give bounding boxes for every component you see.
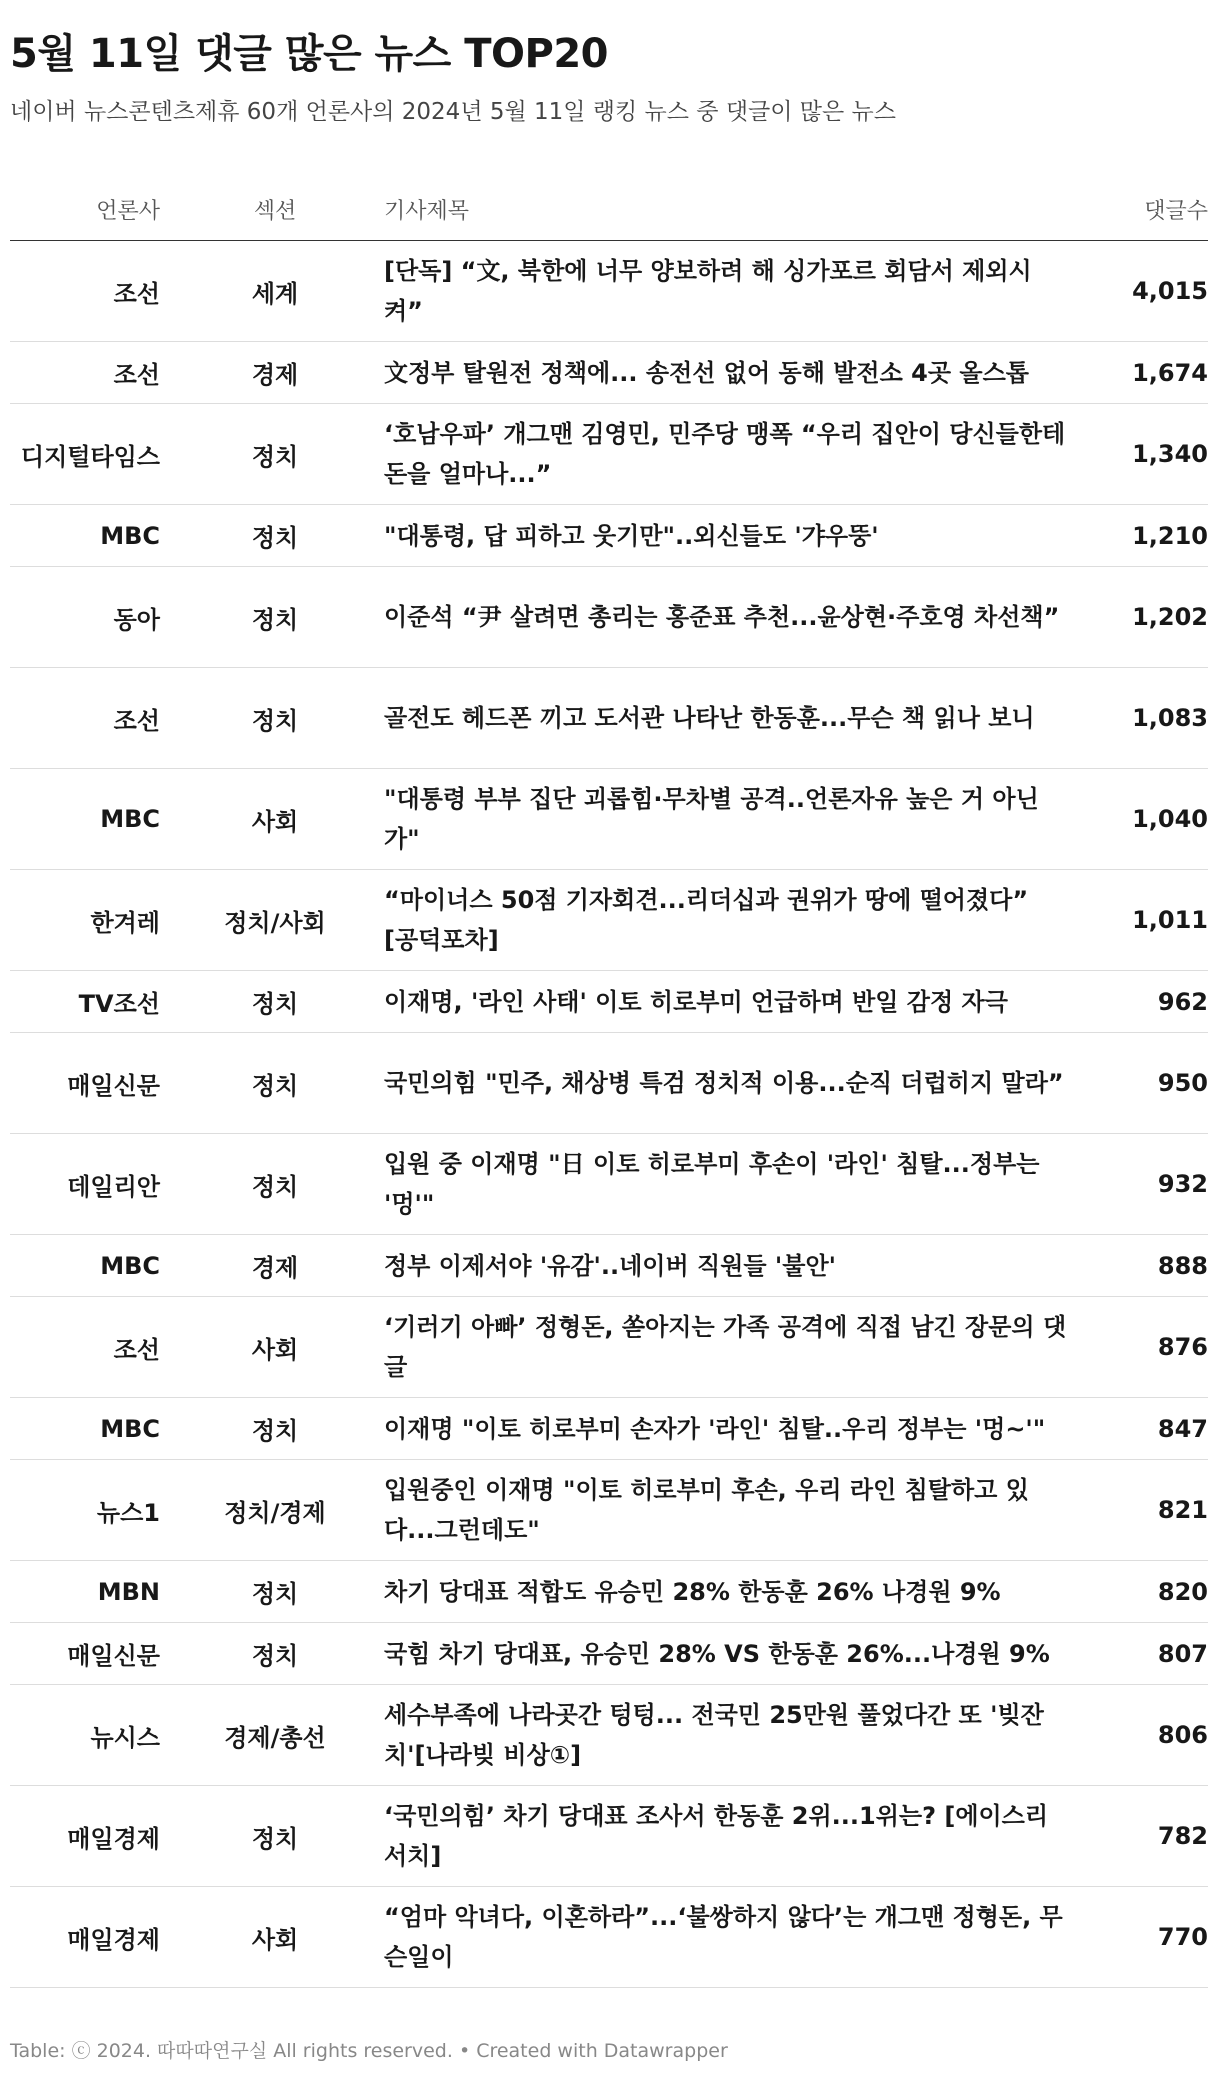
column-header-outlet: 언론사 [10,178,180,241]
cell-section: 정치 [180,1134,370,1235]
cell-outlet: 매일경제 [10,1887,180,1988]
cell-section: 정치 [180,567,370,668]
cell-headline: 文정부 탈원전 정책에... 송전선 없어 동해 발전소 4곳 올스톱 [370,342,1108,404]
cell-section: 경제 [180,1235,370,1297]
cell-comments: 932 [1108,1134,1208,1235]
cell-section: 경제 [180,342,370,404]
cell-outlet: 뉴시스 [10,1685,180,1786]
cell-comments: 782 [1108,1786,1208,1887]
cell-comments: 888 [1108,1235,1208,1297]
cell-comments: 1,340 [1108,404,1208,505]
cell-headline: 국힘 차기 당대표, 유승민 28% VS 한동훈 26%...나경원 9% [370,1623,1108,1685]
cell-headline: 정부 이제서야 '유감'..네이버 직원들 '불안' [370,1235,1108,1297]
cell-section: 정치/경제 [180,1460,370,1561]
cell-outlet: TV조선 [10,971,180,1033]
cell-section: 사회 [180,1297,370,1398]
cell-headline: 골전도 헤드폰 끼고 도서관 나타난 한동훈...무슨 책 읽나 보니 [370,668,1108,769]
cell-section: 정치 [180,404,370,505]
table-row [10,404,1208,505]
cell-headline: "대통령 부부 집단 괴롭힘·무차별 공격..언론자유 높은 거 아닌가" [370,769,1108,870]
cell-section: 세계 [180,241,370,342]
cell-comments: 1,210 [1108,505,1208,567]
cell-headline: 이준석 “尹 살려면 총리는 홍준표 추천...윤상현·주호영 차선책” [370,567,1108,668]
table-row [10,241,1208,342]
cell-comments: 1,011 [1108,870,1208,971]
footer-credit: Table: ⓒ 2024. 따따따연구실 All rights reserved. • Created with Datawrapper [10,2040,728,2062]
page-subtitle: 네이버 뉴스콘텐츠제휴 60개 언론사의 2024년 5월 11일 랭킹 뉴스 중 댓글이 많은 뉴스 [10,99,896,125]
cell-headline: ‘국민의힘’ 차기 당대표 조사서 한동훈 2위...1위는? [에이스리서치] [370,1786,1108,1887]
cell-section: 정치 [180,668,370,769]
cell-section: 정치 [180,1623,370,1685]
table-row [10,1235,1208,1297]
cell-comments: 950 [1108,1033,1208,1134]
cell-headline: 세수부족에 나라곳간 텅텅... 전국민 25만원 풀었다간 또 '빚잔치'[나라빚 비상①] [370,1685,1108,1786]
table-row [10,1033,1208,1134]
cell-comments: 807 [1108,1623,1208,1685]
table-row [10,505,1208,567]
table-row [10,971,1208,1033]
cell-section: 사회 [180,769,370,870]
cell-section: 정치 [180,1786,370,1887]
cell-headline: 차기 당대표 적합도 유승민 28% 한동훈 26% 나경원 9% [370,1561,1108,1623]
cell-comments: 821 [1108,1460,1208,1561]
table-row [10,342,1208,404]
cell-comments: 876 [1108,1297,1208,1398]
cell-outlet: MBC [10,769,180,870]
cell-headline: ‘기러기 아빠’ 정형돈, 쏟아지는 가족 공격에 직접 남긴 장문의 댓글 [370,1297,1108,1398]
table-header-row [10,178,1208,241]
cell-section: 정치 [180,1033,370,1134]
cell-section: 정치 [180,971,370,1033]
cell-section: 정치 [180,1561,370,1623]
cell-headline: "대통령, 답 피하고 웃기만"..외신들도 '갸우뚱' [370,505,1108,567]
cell-comments: 1,040 [1108,769,1208,870]
cell-outlet: 디지털타임스 [10,404,180,505]
cell-comments: 806 [1108,1685,1208,1786]
cell-headline: 이재명, '라인 사태' 이토 히로부미 언급하며 반일 감정 자극 [370,971,1108,1033]
cell-headline: ‘호남우파’ 개그맨 김영민, 민주당 맹폭 “우리 집안이 당신들한테 돈을 얼마나...” [370,404,1108,505]
column-header-section: 섹션 [180,178,370,241]
cell-comments: 1,202 [1108,567,1208,668]
cell-outlet: 조선 [10,668,180,769]
ranking-table [10,178,1208,1988]
cell-outlet: 매일경제 [10,1786,180,1887]
cell-section: 사회 [180,1887,370,1988]
page-title: 5월 11일 댓글 많은 뉴스 TOP20 [10,31,609,77]
cell-comments: 962 [1108,971,1208,1033]
table-row [10,1460,1208,1561]
cell-headline: [단독] “文, 북한에 너무 양보하려 해 싱가포르 회담서 제외시켜” [370,241,1108,342]
cell-outlet: 데일리안 [10,1134,180,1235]
cell-outlet: MBC [10,1398,180,1460]
cell-outlet: 한겨레 [10,870,180,971]
table-row [10,1685,1208,1786]
table-row [10,870,1208,971]
cell-section: 정치 [180,505,370,567]
cell-section: 정치 [180,1398,370,1460]
table-row [10,567,1208,668]
table-row [10,1561,1208,1623]
cell-outlet: 동아 [10,567,180,668]
cell-headline: 이재명 "이토 히로부미 손자가 '라인' 침탈..우리 정부는 '멍~'" [370,1398,1108,1460]
table-row [10,1134,1208,1235]
cell-outlet: MBC [10,505,180,567]
cell-comments: 1,083 [1108,668,1208,769]
table-row [10,668,1208,769]
table-row [10,1297,1208,1398]
cell-headline: “엄마 악녀다, 이혼하라”...‘불쌍하지 않다’는 개그맨 정형돈, 무슨일이 [370,1887,1108,1988]
table-row [10,1623,1208,1685]
cell-comments: 1,674 [1108,342,1208,404]
cell-comments: 4,015 [1108,241,1208,342]
cell-outlet: 매일신문 [10,1623,180,1685]
cell-headline: “마이너스 50점 기자회견...리더십과 권위가 땅에 떨어졌다” [공덕포차] [370,870,1108,971]
table-row [10,1398,1208,1460]
cell-outlet: 조선 [10,1297,180,1398]
cell-comments: 847 [1108,1398,1208,1460]
cell-outlet: 조선 [10,241,180,342]
cell-section: 정치/사회 [180,870,370,971]
cell-headline: 입원 중 이재명 "日 이토 히로부미 후손이 '라인' 침탈...정부는 '멍'" [370,1134,1108,1235]
cell-outlet: MBN [10,1561,180,1623]
cell-outlet: 뉴스1 [10,1460,180,1561]
column-header-headline: 기사제목 [370,178,1108,241]
cell-comments: 820 [1108,1561,1208,1623]
cell-section: 경제/총선 [180,1685,370,1786]
cell-headline: 입원중인 이재명 "이토 히로부미 후손, 우리 라인 침탈하고 있다...그런데도" [370,1460,1108,1561]
cell-outlet: 매일신문 [10,1033,180,1134]
cell-outlet: MBC [10,1235,180,1297]
cell-comments: 770 [1108,1887,1208,1988]
cell-headline: 국민의힘 "민주, 채상병 특검 정치적 이용...순직 더럽히지 말라” [370,1033,1108,1134]
table-row [10,769,1208,870]
cell-outlet: 조선 [10,342,180,404]
table-row [10,1887,1208,1988]
table-row [10,1786,1208,1887]
column-header-comments: 댓글수 [1108,178,1208,241]
